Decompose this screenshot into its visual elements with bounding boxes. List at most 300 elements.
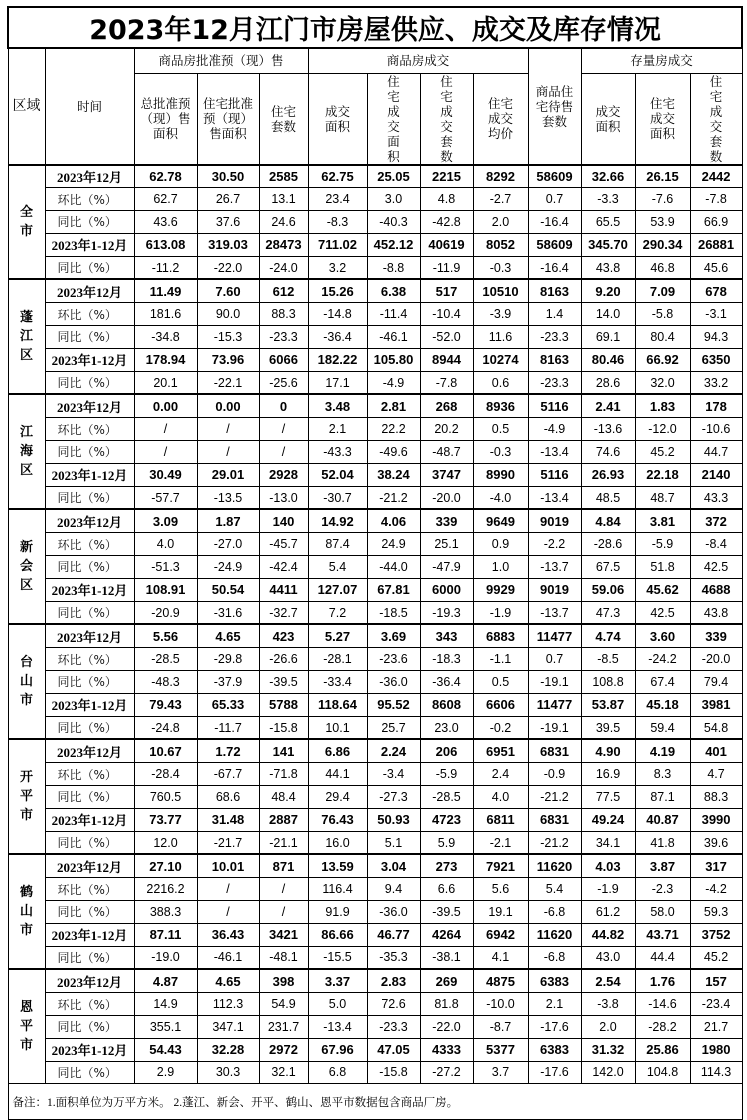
header-col-residential-sales-area: 住宅成交面积 [367, 73, 420, 165]
table-cell: 24.6 [259, 211, 308, 234]
table-cell: 66.92 [635, 348, 690, 371]
table-cell: 81.8 [420, 993, 473, 1016]
table-cell: 8936 [473, 394, 528, 417]
table-cell: 40.87 [635, 808, 690, 831]
table-cell: -7.8 [690, 188, 742, 211]
table-cell: 1.72 [197, 739, 259, 762]
row-label: 2023年12月 [45, 739, 134, 762]
table-cell: 46.77 [367, 923, 420, 946]
table-cell: 73.77 [134, 808, 197, 831]
table-cell: 2.0 [581, 1015, 635, 1038]
table-cell: 53.9 [635, 211, 690, 234]
table-cell: 25.7 [367, 716, 420, 739]
row-label: 同比（%） [45, 441, 134, 464]
table-cell: 79.43 [134, 693, 197, 716]
table-cell: -24.2 [635, 648, 690, 671]
table-row [8, 946, 742, 969]
row-label: 同比（%） [45, 1061, 134, 1084]
table-cell: 11477 [528, 624, 581, 647]
table-cell: -8.3 [308, 211, 367, 234]
table-cell: 45.6 [690, 256, 742, 279]
table-cell: 58609 [528, 233, 581, 256]
table-cell: 0.00 [134, 394, 197, 417]
table-cell: 30.3 [197, 1061, 259, 1084]
table-cell: 76.43 [308, 808, 367, 831]
table-cell: -21.2 [367, 486, 420, 509]
table-row [8, 256, 742, 279]
table-cell: 6.8 [308, 1061, 367, 1084]
table-cell: 0.7 [528, 188, 581, 211]
table-cell: -5.9 [420, 763, 473, 786]
table-cell: 88.3 [690, 786, 742, 809]
table-cell: 50.54 [197, 578, 259, 601]
table-cell: 2.1 [308, 418, 367, 441]
row-label: 环比（%） [45, 878, 134, 901]
table-cell: -27.2 [420, 1061, 473, 1084]
table-cell: 25.1 [420, 533, 473, 556]
table-cell: -36.0 [367, 901, 420, 924]
table-cell: 95.52 [367, 693, 420, 716]
table-row [8, 763, 742, 786]
row-label: 环比（%） [45, 763, 134, 786]
table-cell: -1.9 [581, 878, 635, 901]
table-cell: 1.76 [635, 969, 690, 992]
region-name [8, 969, 45, 1083]
header-col-sales-area: 成交面积 [308, 73, 367, 165]
table-row [8, 371, 742, 394]
region-name-text: 开平市 [20, 770, 34, 824]
table-row [8, 671, 742, 694]
table-cell: -5.8 [635, 303, 690, 326]
table-cell: -19.1 [528, 671, 581, 694]
table-row [8, 923, 742, 946]
table-cell: -35.3 [367, 946, 420, 969]
table-cell: 1.0 [473, 556, 528, 579]
table-cell: 3.04 [367, 854, 420, 877]
table-cell: 53.87 [581, 693, 635, 716]
table-cell: -39.5 [259, 671, 308, 694]
table-cell: 12.0 [134, 831, 197, 854]
table-cell: 30.50 [197, 165, 259, 188]
table-cell: -26.6 [259, 648, 308, 671]
table-cell: 871 [259, 854, 308, 877]
table-cell: 6383 [528, 969, 581, 992]
table-cell: 62.7 [134, 188, 197, 211]
table-cell: 1.4 [528, 303, 581, 326]
table-cell: 23.0 [420, 716, 473, 739]
table-cell: 3.37 [308, 969, 367, 992]
table-cell: -24.9 [197, 556, 259, 579]
table-cell: -45.7 [259, 533, 308, 556]
table-cell: -15.8 [367, 1061, 420, 1084]
table-cell: 2585 [259, 165, 308, 188]
table-cell: 4688 [690, 578, 742, 601]
table-cell: 48.7 [635, 486, 690, 509]
table-cell: -10.4 [420, 303, 473, 326]
table-cell: 3.87 [635, 854, 690, 877]
table-cell: 36.43 [197, 923, 259, 946]
row-label: 环比（%） [45, 533, 134, 556]
table-cell: 13.59 [308, 854, 367, 877]
table-cell: -28.1 [308, 648, 367, 671]
table-cell: 1980 [690, 1038, 742, 1061]
table-cell: 6383 [528, 1038, 581, 1061]
table-cell: 11.49 [134, 279, 197, 302]
row-label: 同比（%） [45, 831, 134, 854]
table-cell: 5788 [259, 693, 308, 716]
table-cell: 2.81 [367, 394, 420, 417]
table-cell: 14.0 [581, 303, 635, 326]
table-cell: 26881 [690, 233, 742, 256]
table-cell: -22.1 [197, 371, 259, 394]
table-cell: -36.0 [367, 671, 420, 694]
table-cell: 140 [259, 509, 308, 532]
table-row [8, 716, 742, 739]
table-cell: 19.1 [473, 901, 528, 924]
table-cell: 5.4 [308, 556, 367, 579]
row-label: 同比（%） [45, 901, 134, 924]
table-cell: 6951 [473, 739, 528, 762]
row-label: 2023年12月 [45, 165, 134, 188]
table-cell: 345.70 [581, 233, 635, 256]
table-cell: 29.4 [308, 786, 367, 809]
row-label: 2023年1-12月 [45, 348, 134, 371]
table-cell: -2.7 [473, 188, 528, 211]
table-cell: 74.6 [581, 441, 635, 464]
region-name-text: 鹤山市 [20, 885, 34, 939]
table-cell: -13.6 [581, 418, 635, 441]
table-cell: 32.66 [581, 165, 635, 188]
table-cell: -49.6 [367, 441, 420, 464]
table-cell: -19.0 [134, 946, 197, 969]
row-label: 环比（%） [45, 418, 134, 441]
table-cell: 3752 [690, 923, 742, 946]
table-cell: 21.7 [690, 1015, 742, 1038]
table-cell: -57.7 [134, 486, 197, 509]
table-cell: 43.8 [690, 601, 742, 624]
table-cell: 23.4 [308, 188, 367, 211]
table-cell: -11.7 [197, 716, 259, 739]
table-cell: 6066 [259, 348, 308, 371]
region-name [8, 394, 45, 509]
table-cell: -6.8 [528, 946, 581, 969]
table-cell: 26.93 [581, 463, 635, 486]
table-cell: 45.2 [690, 946, 742, 969]
table-row [8, 441, 742, 464]
table-row [8, 601, 742, 624]
table-cell: 6350 [690, 348, 742, 371]
table-row [8, 279, 742, 302]
table-cell: -20.9 [134, 601, 197, 624]
header-col-total-approval-area: 总批准预（现）售面积 [134, 73, 197, 165]
table-cell: 72.6 [367, 993, 420, 1016]
table-cell: 273 [420, 854, 473, 877]
row-label: 同比（%） [45, 786, 134, 809]
table-cell: 66.9 [690, 211, 742, 234]
table-cell: -39.5 [420, 901, 473, 924]
table-cell: 711.02 [308, 233, 367, 256]
table-cell: -6.8 [528, 901, 581, 924]
table-cell: -3.4 [367, 763, 420, 786]
table-cell: -13.7 [528, 601, 581, 624]
table-cell: 355.1 [134, 1015, 197, 1038]
table-cell: 14.92 [308, 509, 367, 532]
table-cell: 68.6 [197, 786, 259, 809]
table-row [8, 233, 742, 256]
table-row [8, 993, 742, 1016]
table-cell: 423 [259, 624, 308, 647]
header-group-sales: 商品房成交 [308, 48, 528, 73]
table-cell: -29.8 [197, 648, 259, 671]
table-cell: -1.1 [473, 648, 528, 671]
table-cell: 43.71 [635, 923, 690, 946]
table-cell: 44.4 [635, 946, 690, 969]
region-name-text: 新会区 [20, 540, 34, 594]
table-cell: -28.6 [581, 533, 635, 556]
table-cell: 80.46 [581, 348, 635, 371]
table-cell: 9.20 [581, 279, 635, 302]
table-cell: 26.7 [197, 188, 259, 211]
row-label: 环比（%） [45, 993, 134, 1016]
table-cell: -13.7 [528, 556, 581, 579]
table-cell: -28.4 [134, 763, 197, 786]
table-cell: -43.3 [308, 441, 367, 464]
table-cell: 4.06 [367, 509, 420, 532]
table-cell: -21.2 [528, 831, 581, 854]
table-cell: 6811 [473, 808, 528, 831]
table-cell: 67.81 [367, 578, 420, 601]
table-cell: 43.0 [581, 946, 635, 969]
table-cell: -38.1 [420, 946, 473, 969]
table-cell: 8163 [528, 348, 581, 371]
table-cell: 17.1 [308, 371, 367, 394]
table-cell: 65.33 [197, 693, 259, 716]
table-cell: 317 [690, 854, 742, 877]
table-cell: 16.0 [308, 831, 367, 854]
table-cell: 0 [259, 394, 308, 417]
table-cell: 91.9 [308, 901, 367, 924]
table-cell: -28.5 [134, 648, 197, 671]
table-cell: 5.0 [308, 993, 367, 1016]
table-cell: 178 [690, 394, 742, 417]
table-cell: 87.4 [308, 533, 367, 556]
table-cell: -24.0 [259, 256, 308, 279]
table-cell: / [197, 418, 259, 441]
table-cell: 33.2 [690, 371, 742, 394]
table-cell: 8292 [473, 165, 528, 188]
table-cell: -4.9 [528, 418, 581, 441]
table-cell: 86.66 [308, 923, 367, 946]
table-cell: 1.83 [635, 394, 690, 417]
table-cell: 343 [420, 624, 473, 647]
row-label: 2023年1-12月 [45, 923, 134, 946]
table-row [8, 831, 742, 854]
table-cell: 517 [420, 279, 473, 302]
report-container [7, 6, 741, 1120]
table-cell: 10.1 [308, 716, 367, 739]
table-cell: 10510 [473, 279, 528, 302]
table-cell: 4723 [420, 808, 473, 831]
table-cell: 49.24 [581, 808, 635, 831]
row-label: 同比（%） [45, 486, 134, 509]
table-cell: 88.3 [259, 303, 308, 326]
table-cell: 46.8 [635, 256, 690, 279]
table-cell: 9019 [528, 578, 581, 601]
table-cell: -19.3 [420, 601, 473, 624]
table-cell: 3.81 [635, 509, 690, 532]
table-cell: 69.1 [581, 326, 635, 349]
table-cell: 452.12 [367, 233, 420, 256]
row-label: 同比（%） [45, 671, 134, 694]
table-cell: 613.08 [134, 233, 197, 256]
table-cell: -3.3 [581, 188, 635, 211]
table-cell: -0.2 [473, 716, 528, 739]
table-cell: 3747 [420, 463, 473, 486]
table-cell: / [134, 418, 197, 441]
table-row [8, 418, 742, 441]
table-cell: 62.78 [134, 165, 197, 188]
table-cell: 3.60 [635, 624, 690, 647]
region-name [8, 509, 45, 624]
table-cell: -13.0 [259, 486, 308, 509]
table-cell: 3.7 [473, 1061, 528, 1084]
row-label: 环比（%） [45, 648, 134, 671]
table-cell: 339 [690, 624, 742, 647]
table-cell: 25.05 [367, 165, 420, 188]
table-cell: 14.9 [134, 993, 197, 1016]
table-cell: 612 [259, 279, 308, 302]
table-cell: 22.18 [635, 463, 690, 486]
table-cell: 6606 [473, 693, 528, 716]
row-label: 2023年12月 [45, 969, 134, 992]
table-cell: -28.5 [420, 786, 473, 809]
table-row [8, 878, 742, 901]
table-row [8, 624, 742, 647]
table-cell: 269 [420, 969, 473, 992]
table-cell: 62.75 [308, 165, 367, 188]
table-row [8, 394, 742, 417]
table-cell: 30.49 [134, 463, 197, 486]
region-name [8, 165, 45, 280]
table-cell: 105.80 [367, 348, 420, 371]
table-cell: -11.9 [420, 256, 473, 279]
table-cell: -8.4 [690, 533, 742, 556]
table-cell: -24.8 [134, 716, 197, 739]
table-cell: -21.2 [528, 786, 581, 809]
table-cell: 40619 [420, 233, 473, 256]
table-cell: 11620 [528, 923, 581, 946]
table-cell: -8.7 [473, 1015, 528, 1038]
table-cell: 26.15 [635, 165, 690, 188]
table-cell: 80.4 [635, 326, 690, 349]
row-label: 同比（%） [45, 256, 134, 279]
table-cell: 31.32 [581, 1038, 635, 1061]
table-cell: 34.1 [581, 831, 635, 854]
table-body [8, 165, 742, 1084]
table-cell: 2.41 [581, 394, 635, 417]
table-cell: 11477 [528, 693, 581, 716]
table-cell: 44.7 [690, 441, 742, 464]
row-label: 同比（%） [45, 1015, 134, 1038]
table-cell: 3990 [690, 808, 742, 831]
table-cell: 59.3 [690, 901, 742, 924]
table-cell: 9.4 [367, 878, 420, 901]
table-row [8, 326, 742, 349]
table-cell: 77.5 [581, 786, 635, 809]
table-cell: 90.0 [197, 303, 259, 326]
table-cell: -71.8 [259, 763, 308, 786]
table-cell: 45.2 [635, 441, 690, 464]
table-cell: 87.1 [635, 786, 690, 809]
table-cell: -0.3 [473, 256, 528, 279]
table-cell: 52.04 [308, 463, 367, 486]
table-cell: 5116 [528, 463, 581, 486]
table-cell: 43.6 [134, 211, 197, 234]
table-cell: -3.1 [690, 303, 742, 326]
table-cell: 58609 [528, 165, 581, 188]
table-row [8, 854, 742, 877]
row-label: 2023年12月 [45, 394, 134, 417]
header-col-residential-approval-area: 住宅批准预（现）售面积 [197, 73, 259, 165]
row-label: 同比（%） [45, 326, 134, 349]
table-cell: -22.0 [197, 256, 259, 279]
table-cell: -23.4 [690, 993, 742, 1016]
table-cell: 1.87 [197, 509, 259, 532]
table-row [8, 1015, 742, 1038]
table-cell: 45.18 [635, 693, 690, 716]
table-cell: 4.84 [581, 509, 635, 532]
table-cell: 4.7 [690, 763, 742, 786]
table-cell: -52.0 [420, 326, 473, 349]
row-label: 2023年1-12月 [45, 233, 134, 256]
table-cell: 2.9 [134, 1061, 197, 1084]
table-cell: 50.93 [367, 808, 420, 831]
table-cell: -22.0 [420, 1015, 473, 1038]
table-cell: 94.3 [690, 326, 742, 349]
table-cell: -28.2 [635, 1015, 690, 1038]
table-row [8, 556, 742, 579]
table-cell: 4.90 [581, 739, 635, 762]
table-cell: 157 [690, 969, 742, 992]
table-cell: 7.09 [635, 279, 690, 302]
table-cell: / [259, 878, 308, 901]
table-cell: -18.3 [420, 648, 473, 671]
table-cell: / [134, 441, 197, 464]
table-cell: -23.3 [528, 371, 581, 394]
table-cell: -14.6 [635, 993, 690, 1016]
table-cell: -20.0 [690, 648, 742, 671]
table-cell: 58.0 [635, 901, 690, 924]
table-cell: 398 [259, 969, 308, 992]
table-cell: 4.0 [134, 533, 197, 556]
table-cell: 678 [690, 279, 742, 302]
table-row [8, 739, 742, 762]
table-cell: 2442 [690, 165, 742, 188]
table-row [8, 578, 742, 601]
table-row [8, 165, 742, 188]
table-cell: 67.5 [581, 556, 635, 579]
table-cell: -48.7 [420, 441, 473, 464]
header-region: 区域 [8, 48, 45, 165]
table-cell: 39.5 [581, 716, 635, 739]
row-label: 2023年1-12月 [45, 808, 134, 831]
table-cell: 6000 [420, 578, 473, 601]
table-cell: -5.9 [635, 533, 690, 556]
row-label: 同比（%） [45, 371, 134, 394]
table-cell: -23.3 [528, 326, 581, 349]
table-cell: 67.96 [308, 1038, 367, 1061]
table-row [8, 348, 742, 371]
